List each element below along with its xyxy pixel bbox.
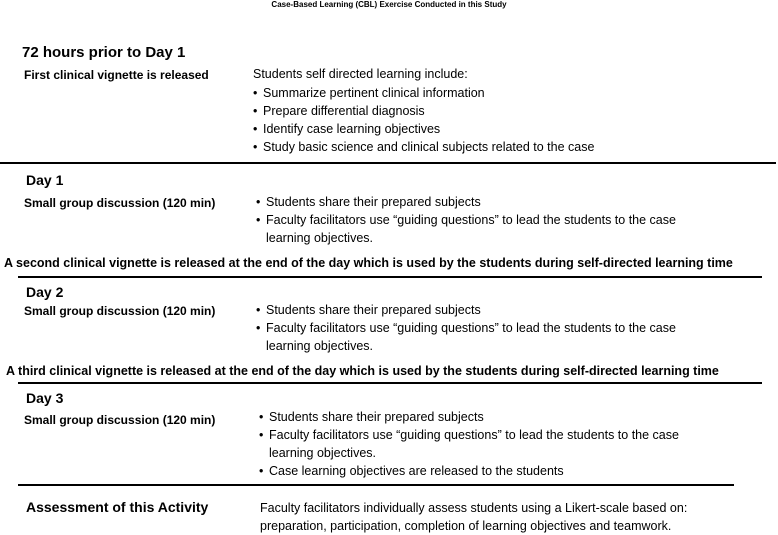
divider <box>0 162 776 164</box>
assessment-line-1: Faculty facilitators individually assess students using a Likert-scale based on: <box>260 501 688 515</box>
prior-intro: Students self directed learning include: <box>253 67 468 81</box>
activity-prior: First clinical vignette is released <box>24 68 209 82</box>
divider <box>18 484 734 486</box>
list-item: • Faculty facilitators use “guiding questions” to lead the students to the case <box>259 426 679 444</box>
assessment-line-2: preparation, participation, completion of learning objectives and teamwork. <box>260 519 672 533</box>
activity-day1: Small group discussion (120 min) <box>24 196 216 210</box>
list-item: • Study basic science and clinical subjects related to the case <box>253 138 594 156</box>
day2-list <box>256 301 676 355</box>
list-item: • Faculty facilitators use “guiding questions” to lead the students to the case <box>256 211 676 229</box>
phase-day2-title: Day 2 <box>26 284 64 300</box>
activity-day2: Small group discussion (120 min) <box>24 304 216 318</box>
day1-list <box>256 193 676 247</box>
day3-list <box>259 408 679 480</box>
list-item: • Summarize pertinent clinical information <box>253 84 594 102</box>
list-item-continuation: learning objectives. <box>266 339 374 353</box>
prior-list <box>253 84 594 156</box>
list-item: • Prepare differential diagnosis <box>253 102 594 120</box>
list-item: • Students share their prepared subjects <box>256 193 676 211</box>
list-item: • Students share their prepared subjects <box>256 301 676 319</box>
vignette-banner-third: A third clinical vignette is released at the end of the day which is used by the students during self-directed learning time <box>6 364 719 378</box>
divider <box>18 276 762 278</box>
phase-assessment-title: Assessment of this Activity <box>26 499 209 515</box>
phase-prior-title: 72 hours prior to Day 1 <box>22 44 186 61</box>
divider <box>18 382 762 384</box>
list-item-continuation: learning objectives. <box>266 231 374 245</box>
phase-day3-title: Day 3 <box>26 390 64 406</box>
list-item: • Students share their prepared subjects <box>259 408 679 426</box>
list-item-continuation: learning objectives. <box>269 446 377 460</box>
activity-day3: Small group discussion (120 min) <box>24 413 216 427</box>
list-item: • Case learning objectives are released to the students <box>259 462 679 480</box>
list-item: • Identify case learning objectives <box>253 120 594 138</box>
diagram-title: Case-Based Learning (CBL) Exercise Conducted in this Study <box>271 0 507 9</box>
vignette-banner-second: A second clinical vignette is released at the end of the day which is used by the students during self-directed learning time <box>4 256 733 270</box>
phase-day1-title: Day 1 <box>26 172 64 188</box>
list-item: • Faculty facilitators use “guiding questions” to lead the students to the case <box>256 319 676 337</box>
